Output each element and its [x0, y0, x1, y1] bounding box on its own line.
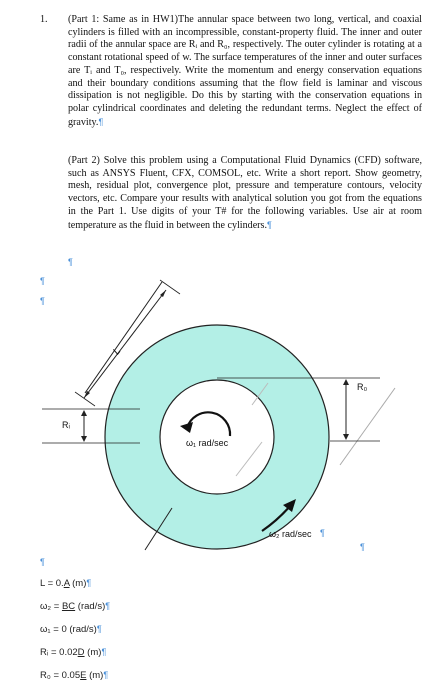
cylinder-edge-line [340, 388, 395, 465]
paragraph-mark: ¶ [360, 542, 365, 552]
dimension-tick [75, 392, 95, 406]
part2-text: (Part 2) Solve this problem using a Computational Fluid Dynamics (CFD) software, such as ANSYS Fluent, CFX, COMSOL, etc. Write a short report. Show geometry, mesh, residual plot, convergence plot, pressure and temperature contours, velocity vectors, etc. Compare your results with analytical solution you got from the equations in the Part 1. Use digits of your T# for the following variables. Use air at room temperature as the fluid in between the cylinders. [68, 155, 422, 231]
arrowhead-icon [81, 436, 87, 442]
dimension-tick [160, 280, 180, 294]
inner-speed-label: ω₁ rad/sec [186, 438, 229, 448]
paragraph-mark: ¶ [40, 276, 45, 286]
paragraph-mark: ¶ [320, 528, 325, 538]
arrowhead-icon [343, 434, 349, 440]
variable-omega2: ω₂ = BC (rad/s)¶ [40, 601, 111, 612]
inner-cylinder [160, 380, 274, 494]
paragraph-mark: ¶ [267, 219, 272, 230]
outer-radius-label: R₀ [357, 382, 368, 392]
variable-inner-radius: Rᵢ = 0.02D (m)¶ [40, 647, 107, 658]
variable-length: L = 0.A (m)¶ [40, 578, 92, 589]
inner-radius-label: Rᵢ [62, 420, 70, 430]
problem-number: 1. [40, 14, 48, 25]
paragraph-mark: ¶ [40, 296, 45, 306]
variable-outer-radius: R₀ = 0.05E (m)¶ [40, 670, 109, 681]
paragraph-mark: ¶ [40, 557, 45, 567]
variable-omega1: ω₁ = 0 (rad/s)¶ [40, 624, 102, 635]
part1-text: (Part 1: Same as in HW1)The annular space between two long, vertical, and coaxial cylinders is filled with an incompressible, constant-property fluid. The inner and outer radii of the annular space are Rᵢ and R₀, respectively. The outer cylinder is rotating at a constant rotational speed of w. The surface temperatures of the inner and outer surfaces are Tᵢ and T₀, respectively. Write the momentum and energy conservation equations and their boundary conditions assuming that the flow field is laminar and viscous dissipation is not negligible. Do this by starting with the conservation equations in polar cylindrical coordinates and deleting the redundant terms. Neglect the effect of gravity. [68, 14, 422, 128]
arrowhead-icon [343, 379, 349, 385]
length-label: L [111, 345, 124, 358]
arrowhead-icon [81, 410, 87, 416]
paragraph-mark: ¶ [98, 116, 104, 127]
paragraph-mark: ¶ [68, 257, 73, 267]
outer-speed-label: ω₂ rad/sec [269, 529, 312, 539]
